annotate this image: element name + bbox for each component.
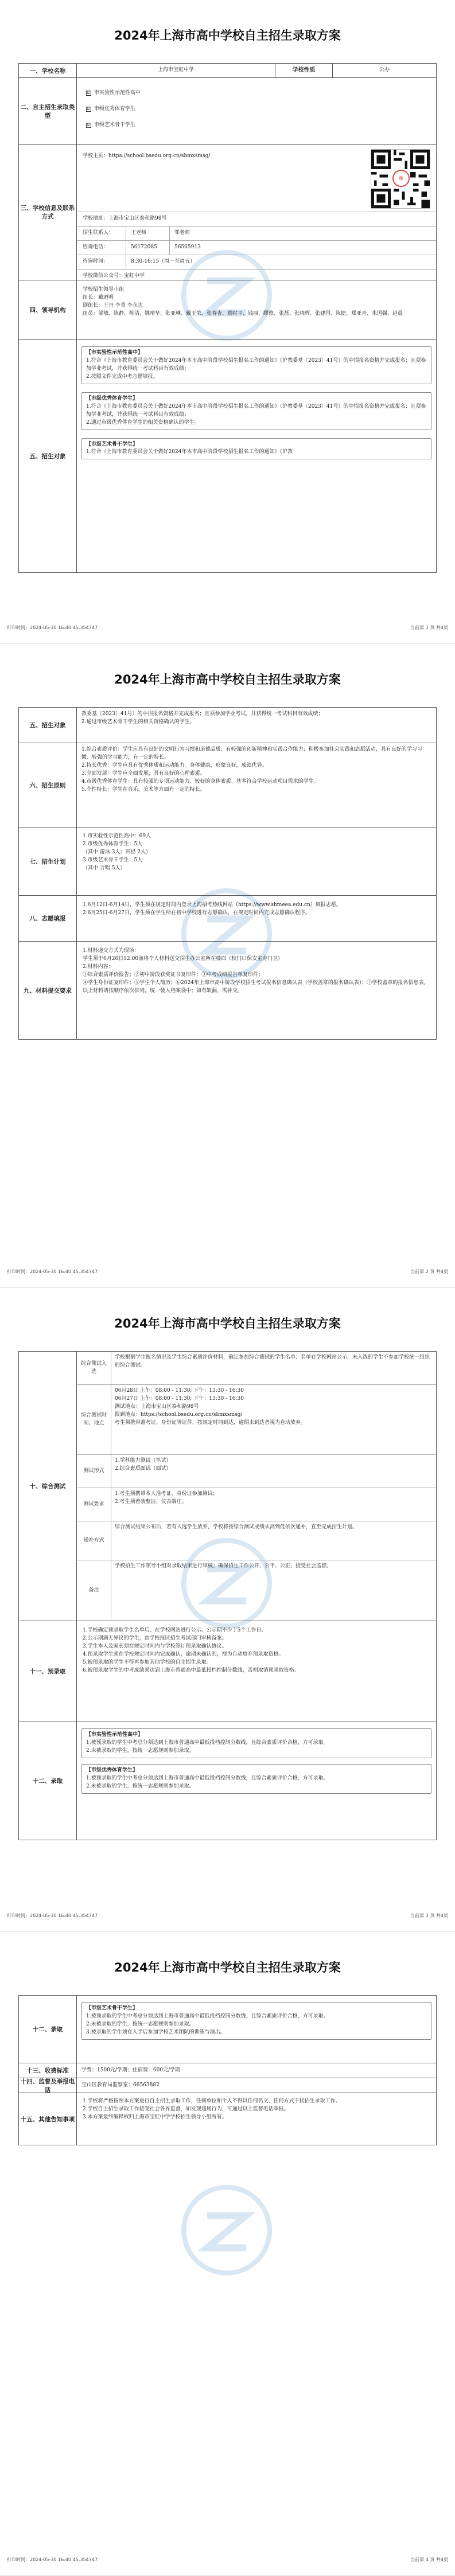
row-target-cont [19,708,436,743]
print-time: 打印时间：2024-05-30 16:40:45.354747 [7,1269,98,1274]
row-types [19,78,436,145]
block-head: 【市级优秀体育学生】 [86,1767,138,1773]
exam-sub-label: 测试要求 [77,1488,111,1521]
page-4 [0,1932,455,2576]
label: 十三、收费标准 [19,2063,77,2078]
leaders-line: 组员：邹敏、陈静、陈洁、姚晴华、张亚琳、戴玉荣、张春杏、蔡时平、钱丽、缪俊、张磊、张晓辉、张建国、陈捷、郑亚青、朱国强、赵晨 [83,310,403,317]
label: 七、招生计划 [19,828,77,895]
materials-line: ①综合素质评价报告；②初中阶段获奖证书复印件；③中考成绩报告单复印件； [83,971,264,978]
contact-value: 邹老师 [174,229,190,236]
target-block [81,392,431,430]
checkbox-icon: ☑ [87,107,91,112]
type-option[interactable] [86,122,427,130]
contact-key: 咨询电话： [77,241,126,255]
label: 十二、录取 [19,1722,77,1840]
row-plan [19,828,436,896]
exam-line: 2.考生须着装整洁、仪表端庄。 [115,1498,187,1505]
materials-line: 2.材料内容： [83,963,114,970]
admit-block [81,2002,431,2040]
block-line: 1.符合《上海市教育委员会关于做好2024年本市高中阶段学校招生报名工作的通知》（沪教委基〔2023〕41号）的中招报名资格并完成报名；且须参加学业考试，并获得统一考试科目有效成绩； [86,403,426,417]
row-materials [19,942,436,1039]
print-time: 打印时间：2024-05-30 16:40:45.354747 [7,2557,98,2562]
contact-key: 招生联系人： [77,227,126,240]
exam-line: 学校招生工作领导小组对录取结果进行审核；确保招生工作公开、公平、公正，接受社会监督。 [115,1563,332,1569]
contact-value: 56565913 [174,244,201,250]
plan-line: 3.市级艺术骨干学生：5人 [83,857,143,863]
pre-line: 4.预录取学生须在学校规定时间内完成确认，逾期未确认的，视为自动放弃预录取资格。 [83,1651,284,1657]
materials-line: 学生须于6月26日12:00前将个人材料送交招生办公室所在楼面（校门口保安室旁门卫） [83,955,283,962]
contact-row [77,241,436,255]
plan-line: 1.市实验性示范性高中：69人 [83,833,151,839]
exam-line: 06月27日 上午：08:00 - 11:30; 下午：13:30 - 16:30 [115,1395,244,1402]
page-3 [0,1288,455,1932]
exam-sub [77,1455,436,1488]
exam-line: 1.考生须携带本人准考证、身份证参加测试； [115,1491,218,1497]
type-text: 市级艺术骨干学生 [94,122,136,128]
wechat: 学校微信公众号：宝虹中学 [83,272,145,279]
register-line: 2.6月25日-6月27日，学生须在学生所在初中学校进行志愿确认，在规定时间内完成志愿确认程序。 [83,910,310,916]
page-title: 2024年上海市高中学校自主招生录取方案 [114,1317,341,1330]
row-leaders [19,280,436,340]
row-fee [19,2063,436,2078]
exam-sub [77,1385,436,1455]
plan-line: （其中 游泳 3人；田径 2人） [83,849,151,855]
contact-value: 王老师 [126,227,170,240]
row-admit-cont [19,1996,436,2063]
block-line: 3.被录取的学生须在入学后参加学校艺术团队的训练与演出。 [86,2029,225,2035]
block-head: 【市级优秀体育学生】 [86,395,138,401]
label: 十一、预录取 [19,1621,77,1722]
pre-line: 5.被预录取的学生不得再参加其他学校的自主招生录取。 [83,1659,212,1665]
page-1 [0,0,455,644]
exam-sub [77,1560,436,1621]
target-block [81,346,431,384]
register-line: 1.6月12日-6月14日，学生须在规定时间内登录上海招考热线网站（https://www.shmeea.edu.cn）填报志愿。 [83,902,341,908]
label: 五、招生对象 [19,708,77,743]
materials-line: 以上材料请按顺序依次排列，统一装入档案袋中；如有缺漏，需补交。 [83,988,243,994]
row-school-info [19,145,436,280]
label: 三、学校信息及联系方式 [19,145,77,280]
block-line: 2.通过市级优秀体育学生的相关资格确认的学生。 [86,419,200,426]
principle-line: 5.个性特长：学生在音乐、美术等方面有一定的特长。 [81,786,205,793]
block-head: 【市实验性示范性高中】 [86,350,143,356]
leaders-line: 学校招生领导小组 [83,287,125,292]
exam-line: 综合测试结果公布后，若有入选学生放弃，学校将按综合测试成绩从高到低依次递补，直至完成招生计划。 [115,1524,358,1530]
school-name: 上海市宝虹中学 [157,67,194,73]
website[interactable]: 学校主页：https://school.bsedu.org.cn/sbmxsmsg/ [83,153,211,159]
school-type: 公办 [379,67,390,73]
print-time: 打印时间：2024-05-30 16:40:45.354747 [7,625,98,630]
contact-value [200,255,209,269]
label: 九、材料提交要求 [19,942,77,1039]
row-register [19,896,436,942]
exam-line: 测试地点：上海市宝山区泰和路98号 [115,1403,199,1410]
exam-line: 考生须携带准考证、身份证等证件，按规定时间到达，逾期未到达者视为自动放弃。 [115,1419,306,1426]
label: 十五、其他告知事项 [19,2093,77,2145]
principle-line: 1.综合素质评价：学生应具有良好的文明行为习惯和道德品质；有较强的创新精神和实践合作能力；积极参加社会实践和志愿活动，具有良好的学习习惯、较强的学习能力，有一定的特长。 [81,747,422,760]
contact-row [77,227,436,241]
school-logo-icon: 校 [392,170,410,187]
principle-line: 2.特长优秀：学生应具有优秀体质和运动能力。身体健康，形象良好，成绩优异。 [81,762,267,768]
block-line: 1.符合《上海市教育委员会关于做好2024年本市高中阶段学校招生报名工作的通知》（沪教 [86,449,293,455]
page-footer [7,625,448,631]
other-line: 1.学校将严格按照本方案进行自主招生录取工作，任何单位和个人不得以任何名义、任何方式干扰招生录取工作。 [83,2098,341,2104]
materials-line: ④学生身份证复印件；⑤学生个人简历；⑥2024年上海市高中阶段学校招生考试报名信息确认表（学校盖章的报名确认表）；⑦学校盖章的报名信息表。 [83,979,429,986]
label: 一、学校名称 [19,64,77,77]
block-head: 【市级艺术骨干学生】 [86,2005,138,2011]
pre-line: 1.学校确定预录取学生名单后，在学校网站进行公示。公示期不少于5个工作日。 [83,1627,267,1633]
block-line: 2.未被录取的学生，按统一志愿规则参加录取。 [86,2021,195,2027]
type-option[interactable] [86,89,427,97]
admit-block [81,1728,431,1758]
target-block [81,438,431,460]
pre-line: 2.公示期满无异议的学生，由学校报区招生考试部门审核备案。 [83,1635,227,1641]
plan-line: 2.市级优秀体育学生：5人 [83,841,143,847]
block-line: 2.未被录取的学生，按统一志愿规则参加录取。 [86,1783,195,1789]
exam-sub-label: 备注 [77,1560,111,1621]
exam-sub-label: 综合测试时间、地点 [77,1385,111,1454]
block-line: 2.通过市级艺术骨干学生的相关资格确认的学生。 [81,719,195,725]
exam-sub-label: 递补方式 [77,1521,111,1560]
block-line: 教委基〔2023〕41号）的中招报名资格并完成报名；且须参加学业考试，并获得统一考试科目有效成绩； [81,711,324,717]
page-number: 当前第 4 页 共4页 [410,2557,448,2562]
contact-row [77,255,436,270]
row-exam [19,1352,436,1621]
page-footer [7,1269,448,1275]
other-line: 2.学校自主招生录取工作接受社会各界监督，如发现违规行为，可通过以上监督电话举报。 [83,2106,289,2112]
checkbox-icon: ☑ [87,123,91,128]
exam-sub [77,1352,436,1385]
label: 八、志愿填报 [19,896,77,941]
type-option[interactable] [86,106,427,114]
exam-line[interactable]: 报到地点：https://school.bsedu.org.cn/sbmxsmsg/ [115,1411,243,1418]
label: 四、领导机构 [19,280,77,339]
row-school-name [19,64,436,78]
type-text: 市实验性示范性高中 [94,90,141,96]
label: 五、招生对象 [19,340,77,572]
label: 十四、监督及举报电话 [19,2078,77,2093]
exam-sub-label: 测试形式 [77,1455,111,1488]
row-pre-admit [19,1621,436,1722]
materials-line: 1.材料递交方式为现场： [83,948,139,954]
row-hotline [19,2078,436,2093]
watermark-logo [178,2181,275,2279]
principle-line: 4.市级优秀体育学生：具有较强的专项运动能力、较好的身体素质、基本符合学校运动项目需求的学生。 [81,778,319,784]
contact-key: 咨询时间： [77,255,126,269]
label: 二、自主招生录取类型 [19,78,77,144]
label: 十二、录取 [19,1996,77,2063]
pre-line: 3.学生本人及家长须在规定时间内与学校签订预录取确认协议。 [83,1643,227,1649]
exam-line: 06月28日 上午：08:00 - 11:30; 下午：13:30 - 16:30 [115,1388,244,1394]
contact-value: 56172085 [126,241,170,255]
exam-sub-label: 综合测试入选 [77,1352,111,1384]
leaders-line: 组长：戴迺明 [83,294,114,300]
type-text: 市级优秀体育学生 [94,106,136,112]
page-title: 2024年上海市高中学校自主招生录取方案 [114,673,341,686]
row-principle [19,743,436,828]
exam-line: 1.学科能力测试（笔试） [115,1458,172,1463]
block-line: 2.按照文件完成中考志愿填报。 [86,373,158,380]
block-head: 【市级艺术骨干学生】 [86,441,138,447]
block-line: 1.被预录取的学生中考总分须达到上海市普通高中最低投档控制分数线，且综合素质评价合格，方可录取。 [86,1739,329,1746]
row-other [19,2093,436,2145]
hotline-text: 宝山区教育局监察室：66563882 [81,2082,160,2088]
exam-sub [77,1488,436,1521]
fee-text: 学费：1500元/学期；住宿费：600元/学期 [81,2067,181,2073]
page-footer [7,2557,448,2563]
page-number: 当前第 3 页 共4页 [410,1913,448,1918]
label: 六、招生原则 [19,743,77,828]
exam-sub [77,1521,436,1560]
page-title: 2024年上海市高中学校自主招生录取方案 [114,29,341,42]
row-target [19,340,436,572]
admit-block [81,1764,431,1794]
contact-value: 8:30-16:15（周一至周五） [131,258,196,264]
school-type-label: 学校性质 [275,64,333,77]
block-line: 1.被预录取的学生中考总分须达到上海市普通高中最低投档控制分数线，且综合素质评价合格，方可录取。 [86,2013,329,2019]
plan-line: （其中 合唱 5人） [83,865,126,871]
page-footer [7,1913,448,1919]
page-2 [0,644,455,1288]
block-line: 1.符合《上海市教育委员会关于做好2024年本市高中阶段学校招生报名工作的通知》（沪教委基〔2023〕41号）的中招报名资格并完成报名；且须参加学业考试，并获得统一考试科目有效成绩； [86,357,426,372]
principle-line: 3.全面发展：学生应全面发展，具有良好的心理素质。 [81,770,205,776]
checkbox-icon: ☑ [87,91,91,96]
exam-line: 2.综合素质面试（面试） [115,1465,172,1472]
address: 学校地址：上海市宝山区泰和路98号 [77,212,436,227]
print-time: 打印时间：2024-05-30 16:40:45.354747 [7,1913,98,1918]
pre-line: 6.被预录取学生的中考成绩须达到上海市普通高中最低投档控制分数线，否则取消预录取资格。 [83,1667,300,1673]
page-title: 2024年上海市高中学校自主招生录取方案 [114,1961,341,1974]
block-line: 1.被预录取的学生中考总分须达到上海市普通高中最低投档控制分数线，且综合素质评价合格，方可录取。 [86,1775,329,1781]
leaders-line: 副组长：王丹 李菁 李永志 [83,302,143,309]
page-number: 当前第 2 页 共4页 [410,1269,448,1274]
other-line: 3.本方案最终解释权归上海市宝虹中学学校招生领导小组所有。 [83,2114,227,2120]
exam-line: 学校根据学生报名情况及学生综合素质评价材料，确定参加综合测试的学生名单；名单在学校网站公示，未入选的学生不参加学校统一组织的综合测试。 [115,1355,430,1368]
block-head: 【市实验性示范性高中】 [86,1732,143,1738]
block-line: 2.未被录取的学生，按统一志愿规则参加录取。 [86,1747,195,1754]
label: 十、综合测试 [19,1352,77,1621]
page-number: 当前第 1 页 共4页 [410,625,448,630]
row-admit [19,1722,436,1840]
